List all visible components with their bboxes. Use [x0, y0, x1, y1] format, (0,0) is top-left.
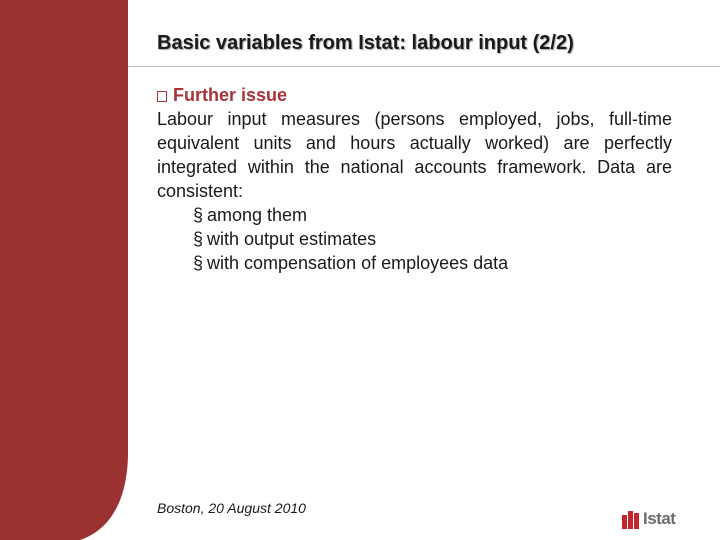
section-heading: [157, 83, 672, 107]
square-bullet-icon: §: [193, 205, 204, 225]
square-bullet-icon: §: [193, 229, 204, 249]
istat-logo: [622, 509, 675, 529]
checkbox-bullet-icon: [157, 91, 167, 102]
logo-text: Istat: [643, 509, 676, 528]
slide-title: Basic variables from Istat: labour input (2/2): [157, 32, 574, 54]
list-item: [193, 227, 672, 251]
list-item-label: among them: [207, 205, 308, 225]
logo-bars-icon: [622, 511, 640, 529]
square-bullet-icon: §: [193, 253, 204, 273]
bullet-list: [157, 203, 672, 275]
list-item-label: with output estimates: [207, 229, 377, 249]
list-item-label: with compensation of employees data: [207, 253, 509, 273]
slide-content: [157, 83, 672, 275]
footer-location-date: Boston, 20 August 2010: [157, 500, 306, 516]
body-paragraph: Labour input measures (persons employed, jobs, full-time equivalent units and hours actually worked) are perfectly integrated within the national accounts framework. Data are consistent:: [157, 109, 672, 201]
side-band: [0, 0, 128, 540]
list-item: [193, 251, 672, 275]
title-divider: [128, 66, 720, 67]
section-heading-label: Further issue: [173, 85, 288, 105]
list-item: [193, 203, 672, 227]
